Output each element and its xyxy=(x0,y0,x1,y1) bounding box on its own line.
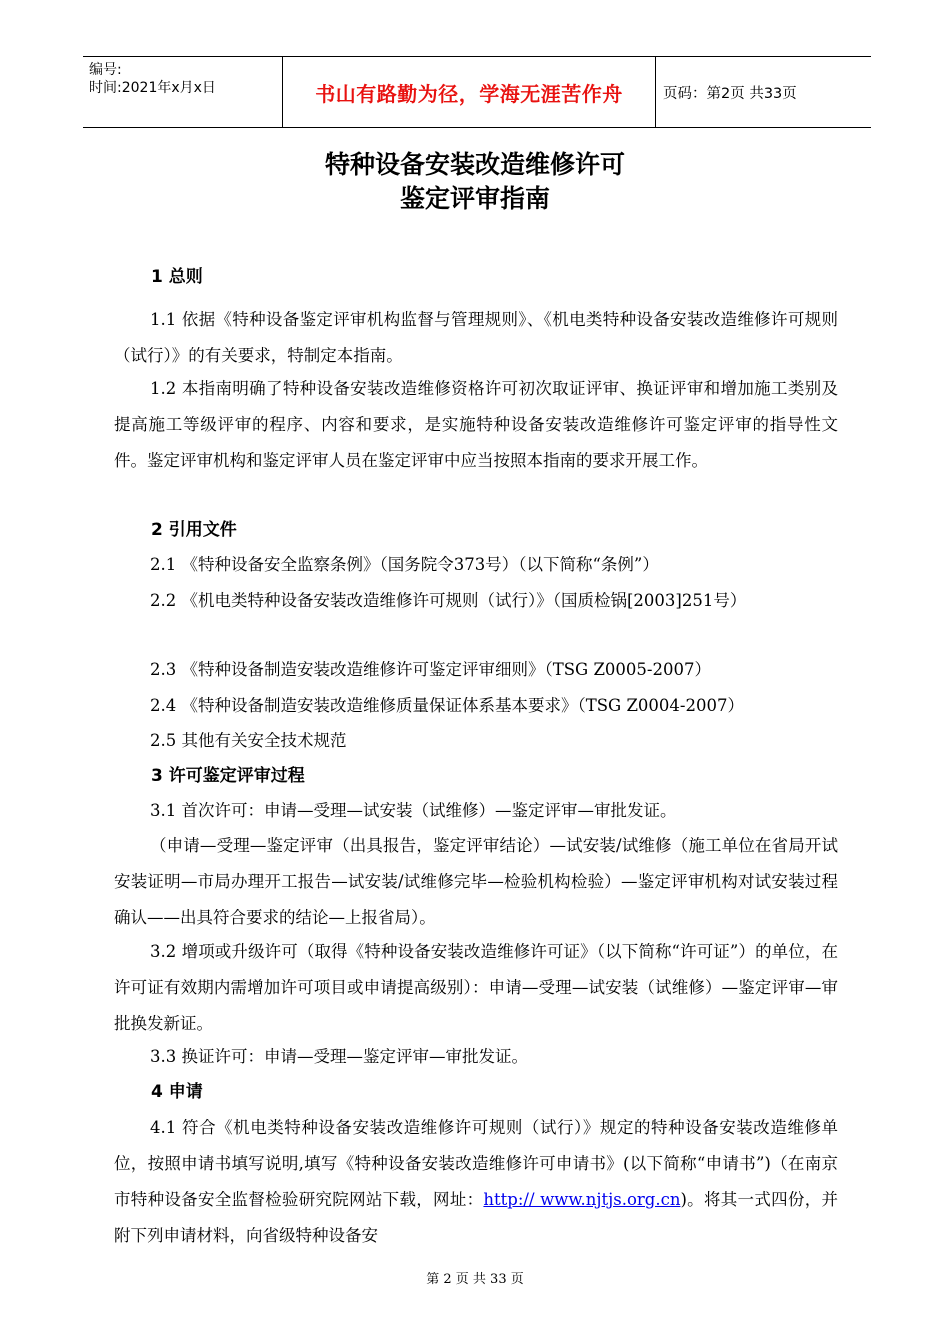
website-link[interactable]: http:// www.njtjs.org.cn xyxy=(483,1190,681,1209)
paragraph-2-4: 2.4 《特种设备制造安装改造维修质量保证体系基本要求》（TSG Z0004-2007） xyxy=(150,696,744,715)
document-title-line2: 鉴定评审指南 xyxy=(399,184,550,213)
document-title-line1: 特种设备安装改造维修许可 xyxy=(324,150,625,179)
header-page-info: 页码：第2页 共33页 xyxy=(663,85,797,102)
page-header xyxy=(83,56,871,128)
paragraph-4-1-text: 4.1 符合《机电类特种设备安装改造维修许可规则（试行）》规定的特种设备安装改造维修单位，按照申请书填写说明,填写《特种设备安装改造维修许可申请书》(以下简称“申请书”)（在南京市特种设备安全监督检验研究院网站下载，网址： xyxy=(114,1118,838,1209)
paragraph-4-1-text-cont: )。将其一式四份，并附下列申请材料，向省级特种设备安 xyxy=(114,1190,839,1245)
section-heading-3: 3 许可鉴定评审过程 xyxy=(151,766,305,786)
section-heading-1: 1 总则 xyxy=(151,267,203,287)
header-divider xyxy=(655,57,656,127)
section-heading-4: 4 申请 xyxy=(151,1082,203,1102)
paragraph-2-1: 2.1 《特种设备安全监察条例》（国务院令373号）（以下简称“条例”） xyxy=(150,555,659,574)
section-heading-2: 2 引用文件 xyxy=(151,520,237,540)
paragraph-2-2: 2.2 《机电类特种设备安装改造维修许可规则（试行）》（国质检锅[2003]251号） xyxy=(150,591,747,610)
document-time-label: 时间:2021年x月x日 xyxy=(89,80,216,96)
page-footer: 第 2 页 共 33 页 xyxy=(426,1272,524,1287)
paragraph-1-2: 1.2 本指南明确了特种设备安装改造维修资格许可初次取证评审、换证评审和增加施工类别及提高施工等级评审的程序、内容和要求，是实施特种设备安装改造维修许可鉴定评审的指导性文件。鉴定评审机构和鉴定评审人员在鉴定评审中应当按照本指南的要求开展工作。 xyxy=(114,379,838,470)
paragraph-3-2: 3.2 增项或升级许可（取得《特种设备安装改造维修许可证》（以下简称“许可证”）的单位，在许可证有效期内需增加许可项目或申请提高级别）：申请—受理—试安装（试维修）—鉴定评审—审批换发新证。 xyxy=(114,942,838,1033)
paragraph-2-3: 2.3 《特种设备制造安装改造维修许可鉴定评审细则》（TSG Z0005-2007） xyxy=(150,660,711,679)
paragraph-3-1: 3.1 首次许可：申请—受理—试安装（试维修）—鉴定评审—审批发证。 xyxy=(150,801,677,820)
paragraph-2-5: 2.5 其他有关安全技术规范 xyxy=(150,731,347,750)
paragraph-1-1: 1.1 依据《特种设备鉴定评审机构监督与管理规则》、《机电类特种设备安装改造维修许可规则（试行）》的有关要求，特制定本指南。 xyxy=(114,310,838,365)
header-motto: 书山有路勤为径，学海无涯苦作舟 xyxy=(315,81,623,106)
paragraph-4-1 xyxy=(114,1110,838,1254)
header-meta xyxy=(89,61,216,97)
paragraph-3-1-note: （申请—受理—鉴定评审（出具报告，鉴定评审结论）—试安装/试维修（施工单位在省局开试安装证明—市局办理开工报告—试安装/试维修完毕—检验机构检验）—鉴定评审机构对试安装过程确认——出具符合要求的结论—上报省局）。 xyxy=(114,836,838,927)
paragraph-3-3: 3.3 换证许可：申请—受理—鉴定评审—审批发证。 xyxy=(150,1047,528,1066)
document-number-label: 编号: xyxy=(89,62,122,78)
